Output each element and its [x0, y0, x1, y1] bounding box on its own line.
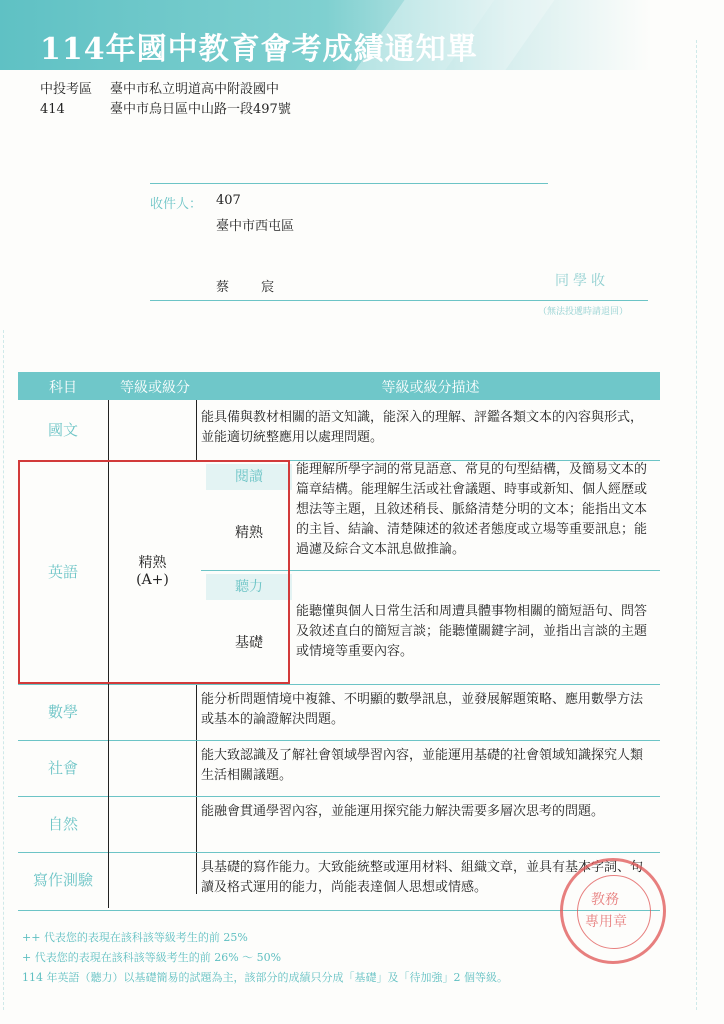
row-divider — [18, 740, 660, 741]
desc-math: 能分析問題情境中複雜、不明顯的數學訊息，並發展解題策略、應用數學方法或基本的論證解決問題。 — [201, 692, 644, 727]
page-title: 114年國中教育會考成績通知單 — [40, 32, 478, 67]
header-subject: 科目 — [49, 380, 77, 396]
subject-english: 英語 — [18, 460, 109, 684]
cut-line-right — [696, 40, 698, 1010]
desc-writing: 具基礎的寫作能力。大致能統整或運用材料、組織文章，並具有基本字詞、句讀及格式運用的能力，尚能表達個人思想或情感。 — [201, 860, 644, 895]
seal-text: 專用章 — [585, 914, 627, 930]
recipient-line — [150, 300, 648, 301]
english-listening-label: 聽力 — [206, 574, 292, 600]
seal-text: 教務 — [591, 892, 619, 908]
footnote-plus: + 代表您的表現在該科該等級考生的前 26% ～ 50% — [22, 951, 282, 964]
desc-chinese: 能具備與教材相關的語文知識，能深入的理解、評鑑各類文本的內容與形式，並能適切統整應用以處理問題。 — [201, 410, 644, 445]
sender-school: 臺中市私立明道高中附設國中 — [110, 82, 280, 97]
row-divider — [18, 684, 660, 685]
desc-english-listening: 能聽懂與個人日常生活和周遭具體事物相關的簡短語句、問答及敘述直白的簡短言談；能聽懂關鍵字詞，並指出言談的主題或情境等重要內容。 — [296, 604, 648, 659]
english-reading-grade: 精熟 — [235, 525, 263, 541]
header-grade: 等級或級分 — [120, 380, 190, 396]
school-seal — [560, 858, 666, 964]
recipient-note: （無法投遞時請退回） — [538, 307, 629, 317]
table-header — [18, 372, 660, 400]
sender-zip: 414 — [40, 102, 65, 117]
grade-column-line — [196, 400, 197, 460]
sender-address: 臺中市烏日區中山路一段497號 — [110, 102, 291, 117]
footnote-english-listening: 114 年英語（聽力）以基礎簡易的試題為主，該部分的成績只分成「基礎」及「待加強」2 個等級。 — [22, 971, 508, 984]
header-description: 等級或級分描述 — [381, 380, 480, 396]
recipient-line — [150, 183, 548, 184]
desc-science: 能融會貫通學習內容，並能運用探究能力解決需要多層次思考的問題。 — [201, 804, 605, 819]
score-table — [18, 372, 660, 912]
grade-column-line — [196, 684, 197, 894]
row-divider — [18, 852, 660, 853]
subject-chinese: 國文 — [18, 400, 109, 460]
desc-english-reading: 能理解所學字詞的常見語意、常見的句型結構，及簡易文本的篇章結構。能理解生活或社會議題、時事或新知、個人經歷或想法等主題，且敘述稍長、脈絡清楚分明的文本；能指出文本的主旨、結論、清楚陳述的敘述者態度或立場等重要訊息；能過濾及綜合文本訊息做推論。 — [296, 462, 648, 557]
recipient-name: 蔡 宸 — [216, 280, 289, 295]
row-divider — [18, 796, 660, 797]
grade-english: 精熟 — [138, 555, 167, 571]
recipient-receive: 同學收 — [555, 273, 609, 289]
cut-line-left — [3, 330, 5, 1010]
recipient-zip: 407 — [216, 193, 241, 208]
recipient-address: 臺中市西屯區 — [216, 219, 295, 234]
subject-writing: 寫作測驗 — [18, 852, 109, 908]
subject-social: 社會 — [18, 740, 109, 796]
sender-block — [40, 80, 291, 120]
english-highlight-box — [18, 460, 290, 684]
subject-science: 自然 — [18, 796, 109, 852]
sender-district: 中投考區 — [40, 82, 93, 97]
english-listening-grade: 基礎 — [235, 635, 263, 651]
desc-social: 能大致認識及了解社會領域學習內容，並能運用基礎的社會領域知識探究人類生活相關議題。 — [201, 748, 644, 783]
grade-english-mark: (A+) — [136, 572, 169, 588]
subject-math: 數學 — [18, 684, 109, 740]
footnote-plus-plus: ++ 代表您的表現在該科該等級考生的前 25% — [22, 931, 248, 944]
footnotes — [22, 928, 508, 988]
recipient-label: 收件人： — [150, 197, 203, 212]
english-reading-label: 閱讀 — [206, 464, 292, 490]
